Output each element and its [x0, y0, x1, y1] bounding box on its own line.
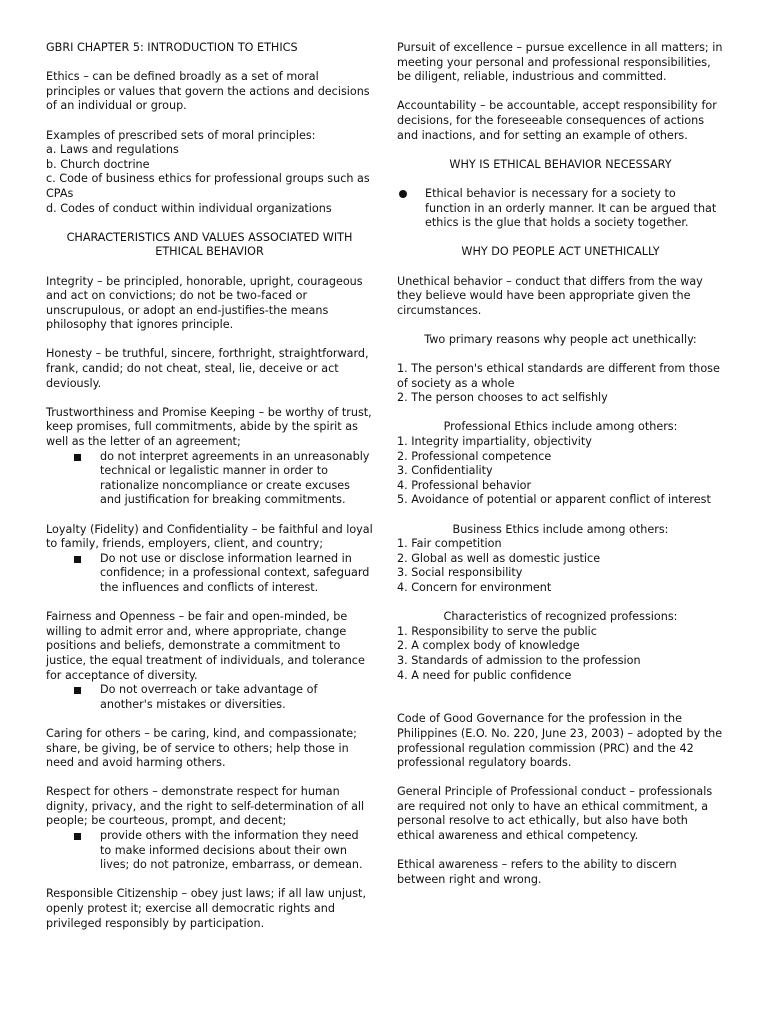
- loyalty-section: [46, 523, 373, 596]
- respect-paragraph: Respect for others – demonstrate respect for human dignity, privacy, and the right to self-determination of all people; be courteous, prompt, and decent;: [46, 785, 365, 828]
- fairness-bullet-text: Do not overreach or take advantage of another's mistakes or diversities.: [100, 683, 318, 711]
- list-item: 4. Professional behavior: [397, 478, 532, 492]
- characteristics-heading: CHARACTERISTICS AND VALUES ASSOCIATED WITH ETHICAL BEHAVIOR: [66, 230, 353, 259]
- examples-section: [46, 129, 373, 217]
- loyalty-bullet-text: Do not use or disclose information learned in confidence; in a professional context, safeguard the influences and conflicts of interest.: [100, 551, 370, 594]
- why-necessary-heading: WHY IS ETHICAL BEHAVIOR NECESSARY: [449, 157, 672, 171]
- spacer: [397, 698, 724, 713]
- accountability-paragraph: Accountability – be accountable, accept responsibility for decisions, for the foreseeable consequences of actions and inactions, and for setting an example of others.: [397, 99, 717, 142]
- round-bullet-icon: [399, 190, 407, 198]
- list-item: [397, 187, 724, 231]
- loyalty-paragraph: Loyalty (Fidelity) and Confidentiality – be faithful and loyal to family, friends, employers, client, and country;: [46, 522, 373, 551]
- list-item: 3. Social responsibility: [397, 566, 523, 580]
- trust-section: [46, 406, 373, 508]
- list-item: 3. Confidentiality: [397, 464, 493, 478]
- square-bullet-icon: [74, 556, 81, 563]
- business-ethics-section: [397, 523, 724, 596]
- professional-ethics-section: [397, 420, 724, 508]
- list-item: 3. Standards of admission to the profession: [397, 653, 641, 667]
- recognized-professions-section: [397, 610, 724, 683]
- two-reasons-heading: Two primary reasons why people act unethically:: [424, 332, 697, 346]
- list-item: 2. A complex body of knowledge: [397, 639, 580, 653]
- why-necessary-text: Ethical behavior is necessary for a society to function in an orderly manner. It can be argued that ethics is the glue that holds a society together.: [425, 186, 717, 230]
- example-item: d. Codes of conduct within individual organizations: [46, 201, 332, 215]
- respect-bullet-text: provide others with the information they need to make informed decisions about their own lives; do not patronize, embarrass, or demean.: [100, 829, 363, 872]
- list-item: 4. Concern for environment: [397, 580, 552, 594]
- list-item: 2. Professional competence: [397, 449, 552, 463]
- trust-paragraph: Trustworthiness and Promise Keeping – be worthy of trust, keep promises, full commitments, abide by the spirit as well as the letter of an agreement;: [46, 405, 372, 449]
- reasons-list: [397, 362, 724, 406]
- square-bullet-icon: [74, 833, 81, 840]
- governance-paragraph: Code of Good Governance for the profession in the Philippines (E.O. No. 220, June 23, 2003) – adopted by the professional regulation commission (PRC) and the 42 professional regulatory boards.: [397, 712, 723, 770]
- list-item: 1. Fair competition: [397, 537, 502, 551]
- list-item: [46, 829, 373, 873]
- unethical-definition: Unethical behavior – conduct that differs from the way they believe would have been appropriate given the circumstances.: [397, 274, 703, 317]
- general-principle-paragraph: General Principle of Professional conduct – professionals are required not only to have an ethical commitment, a personal resolve to act ethically, but also have both ethical awareness and ethical competency.: [397, 785, 713, 843]
- list-item: 1. Responsibility to serve the public: [397, 624, 597, 638]
- excellence-paragraph: Pursuit of excellence – pursue excellence in all matters; in meeting your personal and professional responsibilities, be diligent, reliable, industrious and committed.: [397, 41, 723, 84]
- honesty-paragraph: Honesty – be truthful, sincere, forthright, straightforward, frank, candid; do not cheat, steal, lie, deceive or act deviously.: [46, 347, 369, 390]
- example-item: b. Church doctrine: [46, 157, 150, 171]
- why-unethical-heading: WHY DO PEOPLE ACT UNETHICALLY: [461, 245, 660, 259]
- list-item: 4. A need for public confidence: [397, 668, 572, 682]
- square-bullet-icon: [74, 687, 81, 694]
- respect-section: [46, 785, 373, 873]
- recognized-professions-heading: Characteristics of recognized professions:: [443, 610, 678, 624]
- square-bullet-icon: [74, 454, 81, 461]
- fairness-section: [46, 610, 373, 712]
- list-item: 1. Integrity impartiality, objectivity: [397, 435, 592, 449]
- caring-paragraph: Caring for others – be caring, kind, and compassionate; share, be giving, be of service to others; help those in need and avoid harming others.: [46, 726, 357, 770]
- fairness-paragraph: Fairness and Openness – be fair and open-minded, be willing to admit error and, where appropriate, change positions and beliefs, demonstrate a commitment to justice, the equal treatment of individuals, and tolerance for acceptance of diversity.: [46, 610, 365, 682]
- integrity-paragraph: Integrity – be principled, honorable, upright, courageous and act on convictions; do not be two-faced or unscrupulous, or adopt an end-justifies-the means philosophy that ignores principle.: [46, 274, 363, 332]
- citizenship-paragraph: Responsible Citizenship – obey just laws; if all law unjust, openly protest it; exercise all democratic rights and privileged responsibly by participation.: [46, 887, 366, 930]
- list-item: [46, 683, 373, 712]
- chapter-title: GBRI CHAPTER 5: INTRODUCTION TO ETHICS: [46, 41, 298, 54]
- trust-bullet-text: do not interpret agreements in an unreasonably technical or legalistic manner in order to rationalize noncompliance or create excuses and justification for breaking commitments.: [100, 449, 370, 507]
- business-ethics-heading: Business Ethics include among others:: [452, 522, 669, 536]
- ethics-definition: Ethics – can be defined broadly as a set of moral principles or values that govern the actions and decisions of an individual or group.: [46, 70, 370, 113]
- list-item: 2. The person chooses to act selfishly: [397, 391, 608, 405]
- list-item: 1. The person's ethical standards are different from those of society as a whole: [397, 362, 720, 390]
- list-item: [46, 450, 373, 508]
- right-column: [397, 41, 724, 887]
- example-item: c. Code of business ethics for professional groups such as CPAs: [46, 172, 370, 200]
- examples-heading: Examples of prescribed sets of moral principles:: [46, 128, 316, 142]
- ethical-awareness-paragraph: Ethical awareness – refers to the ability to discern between right and wrong.: [397, 858, 677, 886]
- list-item: 5. Avoidance of potential or apparent conflict of interest: [397, 493, 711, 507]
- list-item: 2. Global as well as domestic justice: [397, 551, 601, 565]
- list-item: [46, 552, 373, 596]
- left-column: [46, 41, 373, 931]
- example-item: a. Laws and regulations: [46, 143, 179, 157]
- professional-ethics-heading: Professional Ethics include among others:: [443, 420, 678, 434]
